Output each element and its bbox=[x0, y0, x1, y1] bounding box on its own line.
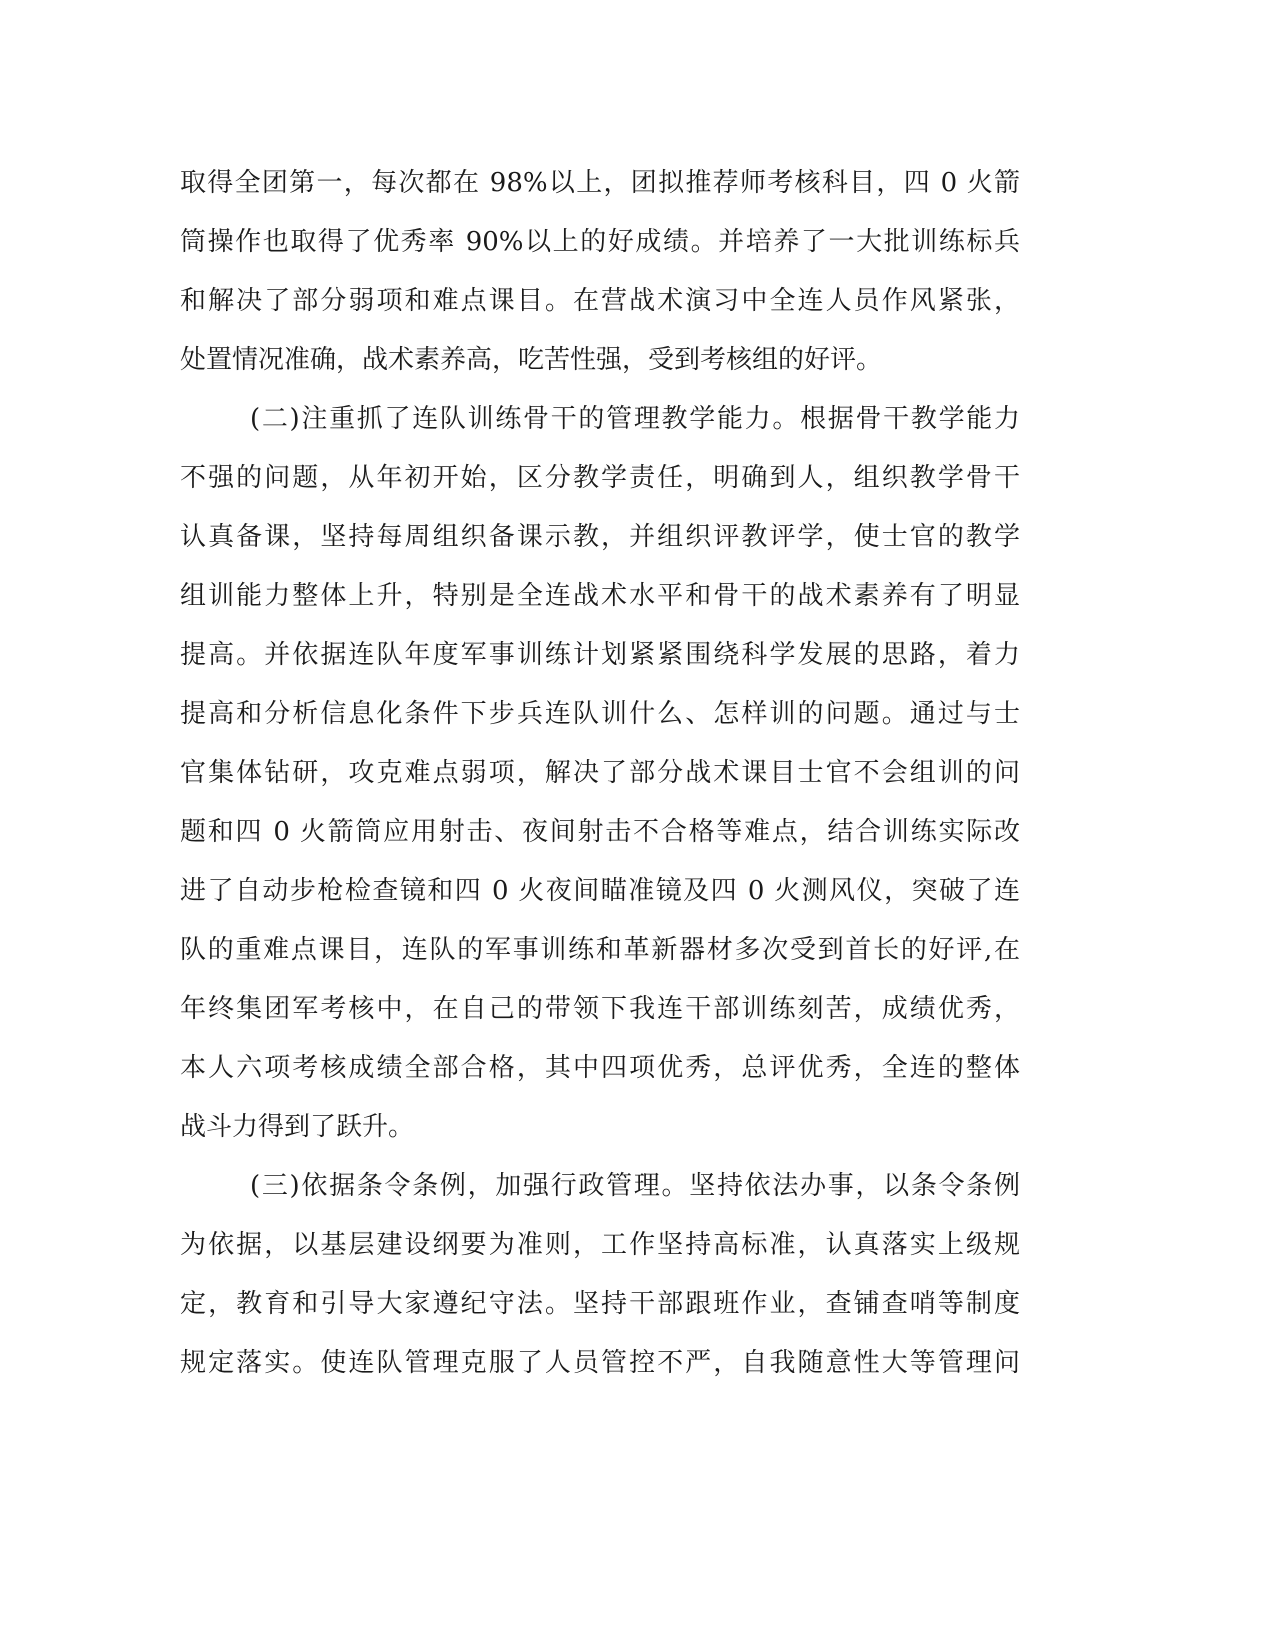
text-line: 和解决了部分弱项和难点课目。在营战术演习中全连人员作风紧张， bbox=[180, 286, 1020, 316]
text-line: 处置情况准确，战术素养高，吃苦性强，受到考核组的好评。 bbox=[180, 345, 883, 375]
text-line: 本人六项考核成绩全部合格，其中四项优秀，总评优秀，全连的整体 bbox=[180, 1053, 1020, 1083]
text-line: 规定落实。使连队管理克服了人员管控不严，自我随意性大等管理问 bbox=[180, 1348, 1020, 1378]
section-heading-line: (三)依据条令条例，加强行政管理。坚持依法办事，以条令条例 bbox=[250, 1171, 1020, 1201]
text-line: 认真备课，坚持每周组织备课示教，并组织评教评学，使士官的教学 bbox=[180, 522, 1020, 552]
text-line: 年终集团军考核中，在自己的带领下我连干部训练刻苦，成绩优秀， bbox=[180, 994, 1020, 1024]
text-line: 官集体钻研，攻克难点弱项，解决了部分战术课目士官不会组训的问 bbox=[180, 758, 1020, 788]
text-line: 战斗力得到了跃升。 bbox=[180, 1112, 415, 1142]
text-line: 不强的问题，从年初开始，区分教学责任，明确到人，组织教学骨干 bbox=[180, 463, 1020, 493]
section-heading-line: (二)注重抓了连队训练骨干的管理教学能力。根据骨干教学能力 bbox=[250, 404, 1020, 434]
text-line: 为依据，以基层建设纲要为准则，工作坚持高标准，认真落实上级规 bbox=[180, 1230, 1020, 1260]
text-line: 筒操作也取得了优秀率 90%以上的好成绩。并培养了一大批训练标兵 bbox=[180, 227, 1020, 257]
text-line: 定，教育和引导大家遵纪守法。坚持干部跟班作业，查铺查哨等制度 bbox=[180, 1289, 1020, 1319]
document-body bbox=[180, 154, 1020, 1393]
text-line: 提高和分析信息化条件下步兵连队训什么、怎样训的问题。通过与士 bbox=[180, 699, 1020, 729]
text-line: 取得全团第一，每次都在 98%以上，团拟推荐师考核科目，四 0 火箭 bbox=[180, 168, 1020, 198]
text-line: 队的重难点课目，连队的军事训练和革新器材多次受到首长的好评,在 bbox=[180, 935, 1020, 965]
text-line: 组训能力整体上升，特别是全连战术水平和骨干的战术素养有了明显 bbox=[180, 581, 1020, 611]
text-line: 进了自动步枪检查镜和四 0 火夜间瞄准镜及四 0 火测风仪，突破了连 bbox=[180, 876, 1020, 906]
text-line: 提高。并依据连队年度军事训练计划紧紧围绕科学发展的思路，着力 bbox=[180, 640, 1020, 670]
text-line: 题和四 0 火箭筒应用射击、夜间射击不合格等难点，结合训练实际改 bbox=[180, 817, 1020, 847]
